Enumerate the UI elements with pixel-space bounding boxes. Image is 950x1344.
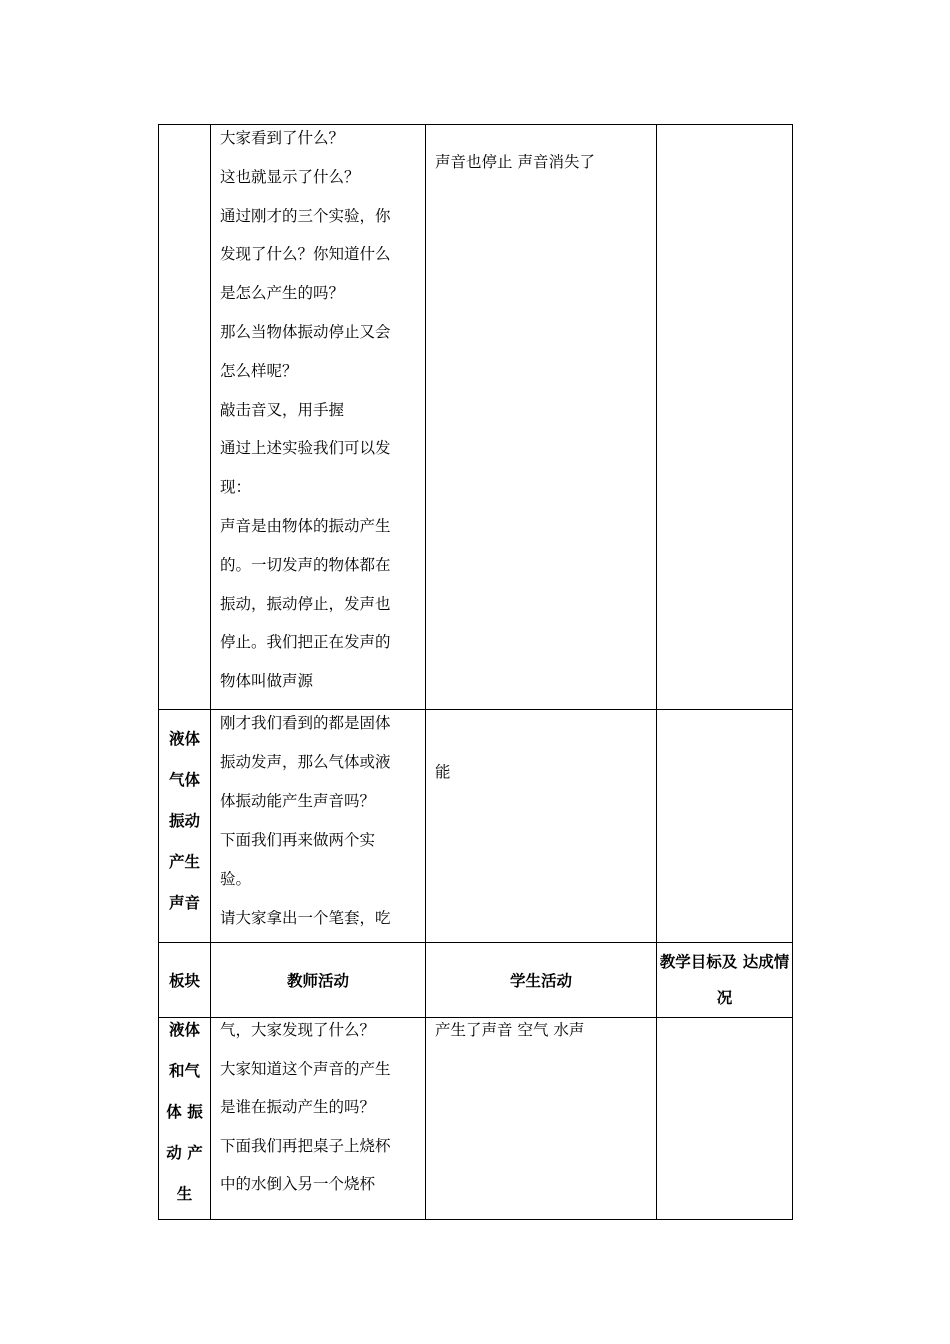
text-line: 空气 bbox=[517, 1021, 549, 1039]
block-label: 液体 bbox=[168, 1021, 200, 1039]
header-label: 板块 bbox=[168, 972, 200, 990]
text-line: 气，大家发现了什么？ bbox=[220, 1021, 376, 1039]
text-line: 刚才我们看到的都是固体 bbox=[220, 714, 391, 732]
text-line: 现： bbox=[220, 478, 252, 497]
block-label: 和气 bbox=[168, 1062, 200, 1080]
header-student bbox=[426, 943, 657, 1018]
text-line: 下面我们再把桌子上烧杯 bbox=[220, 1136, 391, 1155]
header-label: 教学目标及 bbox=[659, 953, 738, 971]
block-cell bbox=[159, 1018, 211, 1220]
header-block bbox=[159, 943, 211, 1018]
text-line: 中的水倒入另一个烧杯 bbox=[220, 1175, 376, 1193]
text-line: 振动发声，那么气体或液 bbox=[220, 753, 391, 771]
student-activity-cell bbox=[426, 1018, 657, 1220]
table-header-row bbox=[159, 943, 793, 1018]
text-line: 怎么样呢？ bbox=[220, 361, 298, 380]
goal-cell bbox=[657, 710, 793, 943]
text-line: 大家知道这个声音的产生 bbox=[220, 1059, 391, 1078]
text-line: 通过上述实验我们可以发 bbox=[220, 439, 391, 458]
block-label: 体 bbox=[166, 1103, 182, 1121]
text-line: 体振动能产生声音吗？ bbox=[220, 792, 376, 810]
text-line: 通过刚才的三个实验，你 bbox=[220, 206, 391, 225]
header-label: 学生活动 bbox=[509, 972, 572, 990]
text-line: 下面我们再来做两个实 bbox=[220, 831, 376, 849]
goal-cell bbox=[657, 125, 793, 710]
block-label: 产生 bbox=[168, 853, 200, 871]
text-line: 产生了声音 bbox=[435, 1021, 513, 1039]
header-goal bbox=[657, 943, 793, 1018]
text-line: 水声 bbox=[553, 1021, 585, 1039]
header-label: 教师活动 bbox=[286, 972, 349, 990]
teacher-activity-cell bbox=[211, 125, 426, 710]
text-line: 验。 bbox=[220, 870, 252, 888]
table-row bbox=[159, 1018, 793, 1220]
block-label: 振动 bbox=[168, 812, 200, 830]
text-line: 声音也停止 bbox=[435, 153, 513, 171]
text-line: 这也就显示了什么？ bbox=[220, 167, 360, 186]
text-line: 物体叫做声源 bbox=[220, 672, 314, 691]
table-row bbox=[159, 125, 793, 710]
block-label: 产生 bbox=[176, 1144, 203, 1203]
text-line: 大家看到了什么？ bbox=[220, 129, 345, 147]
teacher-activity-cell bbox=[211, 1018, 426, 1220]
header-teacher bbox=[211, 943, 426, 1018]
block-label: 气体 bbox=[168, 771, 200, 789]
text-line: 是谁在振动产生的吗？ bbox=[220, 1098, 376, 1116]
text-line: 发现了什么？你知道什么 bbox=[220, 245, 391, 264]
student-activity-cell bbox=[426, 710, 657, 943]
table-row bbox=[159, 710, 793, 943]
text-line: 振动，振动停止，发声也 bbox=[220, 594, 391, 613]
text-line: 那么当物体振动停止又会 bbox=[220, 322, 391, 341]
block-label: 振动 bbox=[166, 1103, 203, 1162]
lesson-plan-table bbox=[158, 124, 793, 1220]
text-line: 声音消失了 bbox=[517, 153, 595, 171]
teacher-activity-cell bbox=[211, 710, 426, 943]
text-line: 停止。我们把正在发声的 bbox=[220, 633, 391, 652]
text-line: 声音是由物体的振动产生 bbox=[220, 516, 391, 535]
student-activity-cell bbox=[426, 125, 657, 710]
text-line: 是怎么产生的吗？ bbox=[220, 284, 345, 303]
text-line: 的。一切发声的物体都在 bbox=[220, 555, 391, 574]
goal-cell bbox=[657, 1018, 793, 1220]
block-cell bbox=[159, 125, 211, 710]
text-line: 敲击音叉，用手握 bbox=[220, 400, 345, 419]
text-line: 能 bbox=[435, 763, 451, 781]
block-cell bbox=[159, 710, 211, 943]
header-label: 达成情况 bbox=[716, 953, 790, 1007]
block-label: 声音 bbox=[168, 894, 200, 912]
text-line: 请大家拿出一个笔套，吃 bbox=[220, 909, 391, 927]
block-label: 液体 bbox=[168, 730, 200, 748]
